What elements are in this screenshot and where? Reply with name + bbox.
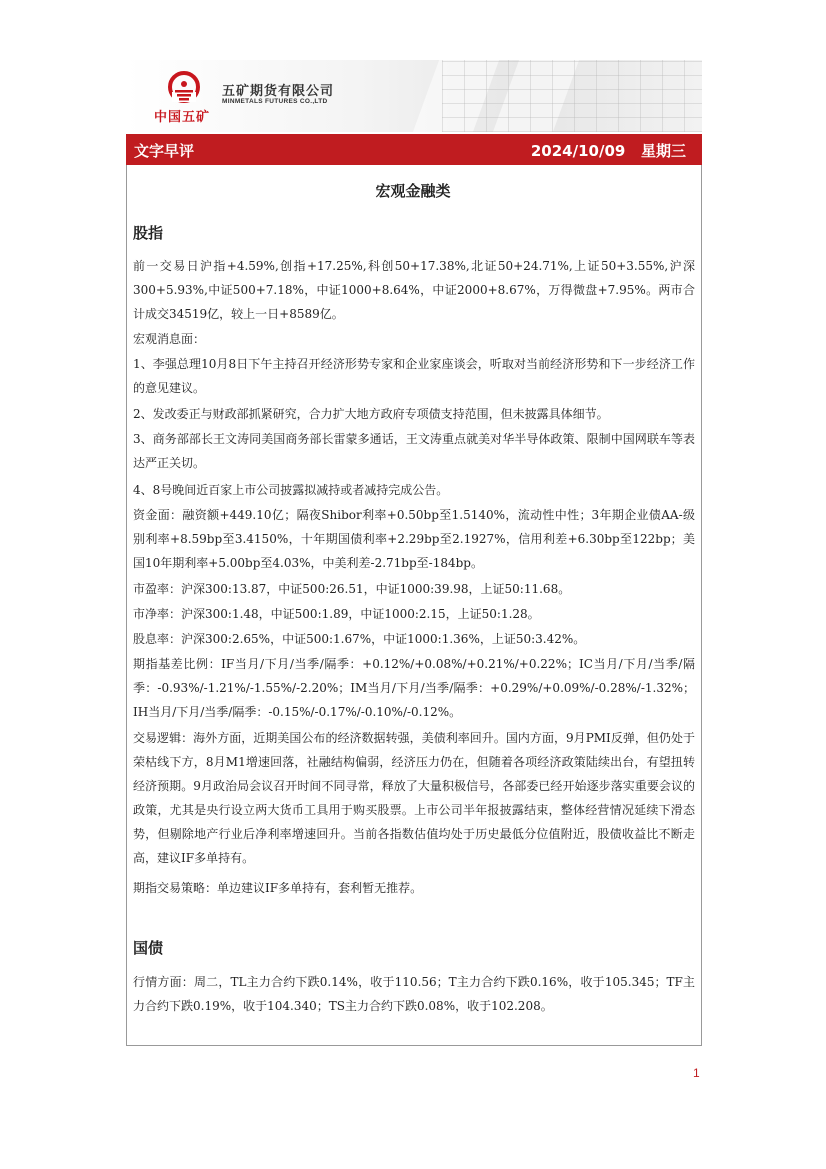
paragraph: 行情方面：周二，TL主力合约下跌0.14%，收于110.56；T主力合约下跌0.16%，收于105.345；TF主力合约下跌0.19%，收于104.340；TS主力合约下跌0.08%，收于102.208。 [133,975,695,1013]
paragraph: 2、发改委正与财政部抓紧研究，合力扩大地方政府专项债支持范围，但未披露具体细节。 [133,407,609,421]
paragraph: 市净率：沪深300:1.48，中证500:1.89，中证1000:2.15，上证50:1.28。 [133,607,540,621]
heading-treasury: 国债 [133,939,164,957]
paragraph: 期指基差比例：IF当月/下月/当季/隔季：+0.12%/+0.08%/+0.21%/+0.22%；IC当月/下月/当季/隔季：-0.93%/-1.21%/-1.55%/-2.20%；IM当月/下月/当季/隔季：+0.29%/+0.09%/-0.28%/-1.32%；IH当月/下月/当季/隔季：-0.15%/-0.17%/-0.10%/-0.12%。 [133,657,695,719]
paragraph: 3、商务部部长王文涛同美国商务部长雷蒙多通话，王文涛重点就美对华半导体政策、限制中国网联车等表达严正关切。 [133,432,695,470]
report-weekday: 星期三 [640,142,686,160]
paragraph: 资金面：融资额+449.10亿；隔夜Shibor利率+0.50bp至1.5140%，流动性中性；3年期企业债AA-级别利率+8.59bp至3.4150%，十年期国债利率+2.29bp至2.1927%，信用利差+6.30bp至122bp；美国10年期利率+5.00bp至4.03%，中美利差-2.71bp至-184bp。 [133,508,695,570]
paragraph: 股息率：沪深300:2.65%，中证500:1.67%，中证1000:1.36%，上证50:3.42%。 [133,632,586,646]
page-number: 1 [693,1066,700,1080]
report-title-bar [126,134,702,165]
paragraph: 宏观消息面： [133,332,206,346]
header-banner [126,60,702,132]
paragraph: 前一交易日沪指+4.59%,创指+17.25%,科创50+17.38%,北证50+24.71%,上证50+3.55%,沪深300+5.93%,中证500+7.18%，中证1000+8.64%，中证2000+8.67%，万得微盘+7.95%。两市合计成交34519亿，较上一日+8589亿。 [133,259,695,321]
logo-text: 中国五矿 [154,110,211,125]
paragraph: 市盈率：沪深300:13.87，中证500:26.51，中证1000:39.98，上证50:11.68。 [133,582,571,596]
heading-stock-index: 股指 [133,224,164,242]
paragraph: 4、8号晚间近百家上市公司披露拟减持或者减持完成公告。 [133,483,449,497]
banner-building-graphic [442,60,702,132]
company-name-en: MINMETALS FUTURES CO.,LTD [222,98,328,105]
paragraph: 期指交易策略：单边建议IF多单持有，套利暂无推荐。 [133,881,423,895]
paragraph: 交易逻辑：海外方面，近期美国公布的经济数据转强，美债利率回升。国内方面，9月PMI反弹，但仍处于荣枯线下方，8月M1增速回落，社融结构偏弱，经济压力仍在，但随着各项经济政策陆续出台，有望扭转经济预期。9月政治局会议召开时间不同寻常，释放了大量积极信号，各部委已经开始逐步落实重要会议的政策，尤其是央行设立两大货币工具用于购买股票。上市公司半年报披露结束，整体经营情况延续下滑态势，但剔除地产行业后净利率增速回升。当前各指数估值均处于历史最低分位值附近，股债收益比不断走高，建议IF多单持有。 [133,731,695,865]
minmetals-logo-icon [166,70,202,106]
paragraph: 1、李强总理10月8日下午主持召开经济形势专家和企业家座谈会，听取对当前经济形势和下一步经济工作的意见建议。 [133,357,695,395]
report-date-value: 2024/10/09 [530,142,626,160]
company-name-cn: 五矿期货有限公司 [222,84,335,99]
report-type: 文字早评 [134,142,195,160]
report-date [531,140,686,161]
section-title: 宏观金融类 [375,182,451,200]
